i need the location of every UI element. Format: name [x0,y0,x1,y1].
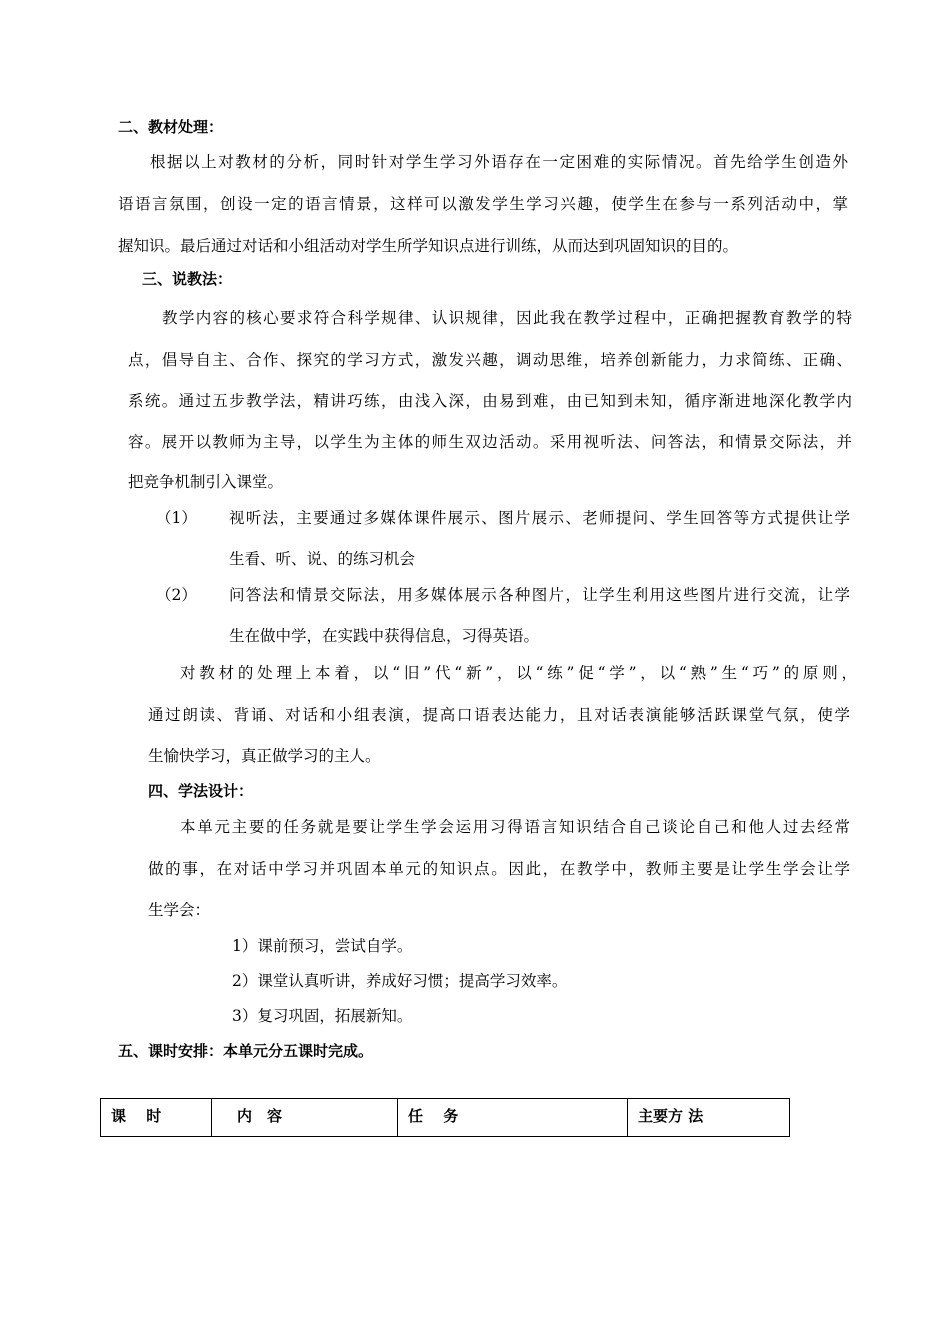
study-item-2: 2）课堂认真听讲，养成好习惯；提高学习效率。 [232,972,568,990]
section-3-line-4: 容。展开以教师为主导，以学生为主体的师生双边活动。采用视听法、问答法，和情景交际法，并 [128,433,852,451]
study-item-3: 3）复习巩固，拓展新知。 [232,1007,413,1025]
item-2-line-1: 问答法和情景交际法，用多媒体展示各种图片，让学生利用这些图片进行交流，让学 [229,586,850,604]
section-3-para2-line-1: 对教材的处理上本着，以“旧”代“新”，以“练”促“学”，以“熟”生“巧”的原则， [180,664,857,682]
lesson-schedule-table [100,1098,790,1137]
item-1-number: （1） [156,509,197,527]
section-2-line-2: 语语言氛围，创设一定的语言情景，这样可以激发学生学习兴趣，使学生在参与一系列活动中，掌 [118,195,848,213]
header-lesson: 课 时 [101,1099,212,1137]
item-2-number: （2） [156,586,197,604]
header-content: 内 容 [212,1099,398,1137]
section-3-para2-line-2: 通过朗读、背诵、对话和小组表演，提高口语表达能力，且对话表演能够活跃课堂气氛，使学 [148,706,850,724]
section-2-line-3: 握知识。最后通过对话和小组活动对学生所学知识点进行训练，从而达到巩固知识的目的。 [118,237,739,255]
header-method: 主要方 法 [628,1099,790,1137]
table-header-row [101,1099,790,1137]
section-2-heading: 二、教材处理： [118,118,224,136]
section-3-line-1: 教学内容的核心要求符合科学规律、认识规律，因此我在教学过程中，正确把握教育教学的特 [162,309,852,327]
section-4-line-1: 本单元主要的任务就是要让学生学会运用习得语言知识结合自己谈论自己和他人过去经常 [180,818,850,836]
item-1-line-2: 生看、听、说、的练习机会 [229,550,416,568]
header-task: 任 务 [398,1099,628,1137]
section-3-heading: 三、说教法： [142,270,233,288]
section-5-heading: 五、课时安排：本单元分五课时完成。 [118,1042,374,1060]
item-1-line-1: 视听法，主要通过多媒体课件展示、图片展示、老师提问、学生回答等方式提供让学 [229,509,850,527]
section-4-line-3: 生学会： [148,901,211,919]
section-3-para2-line-3: 生愉快学习，真正做学习的主人。 [148,747,381,765]
section-4-line-2: 做的事，在对话中学习并巩固本单元的知识点。因此，在教学中，教师主要是让学生学会让学 [148,860,850,878]
section-4-heading: 四、学法设计： [148,782,254,800]
item-2-line-2: 生在做中学，在实践中获得信息，习得英语。 [229,627,540,645]
study-item-1: 1）课前预习，尝试自学。 [232,937,413,955]
section-3-line-2: 点，倡导自主、合作、探究的学习方式，激发兴趣，调动思维，培养创新能力，力求简练、正确、 [128,351,852,369]
section-3-line-3: 系统。通过五步教学法，精讲巧练，由浅入深，由易到难，由已知到未知，循序渐进地深化教学内 [128,392,852,410]
section-3-line-5: 把竞争机制引入课堂。 [128,473,284,491]
section-2-line-1: 根据以上对教材的分析，同时针对学生学习外语存在一定困难的实际情况。首先给学生创造外 [150,153,848,171]
